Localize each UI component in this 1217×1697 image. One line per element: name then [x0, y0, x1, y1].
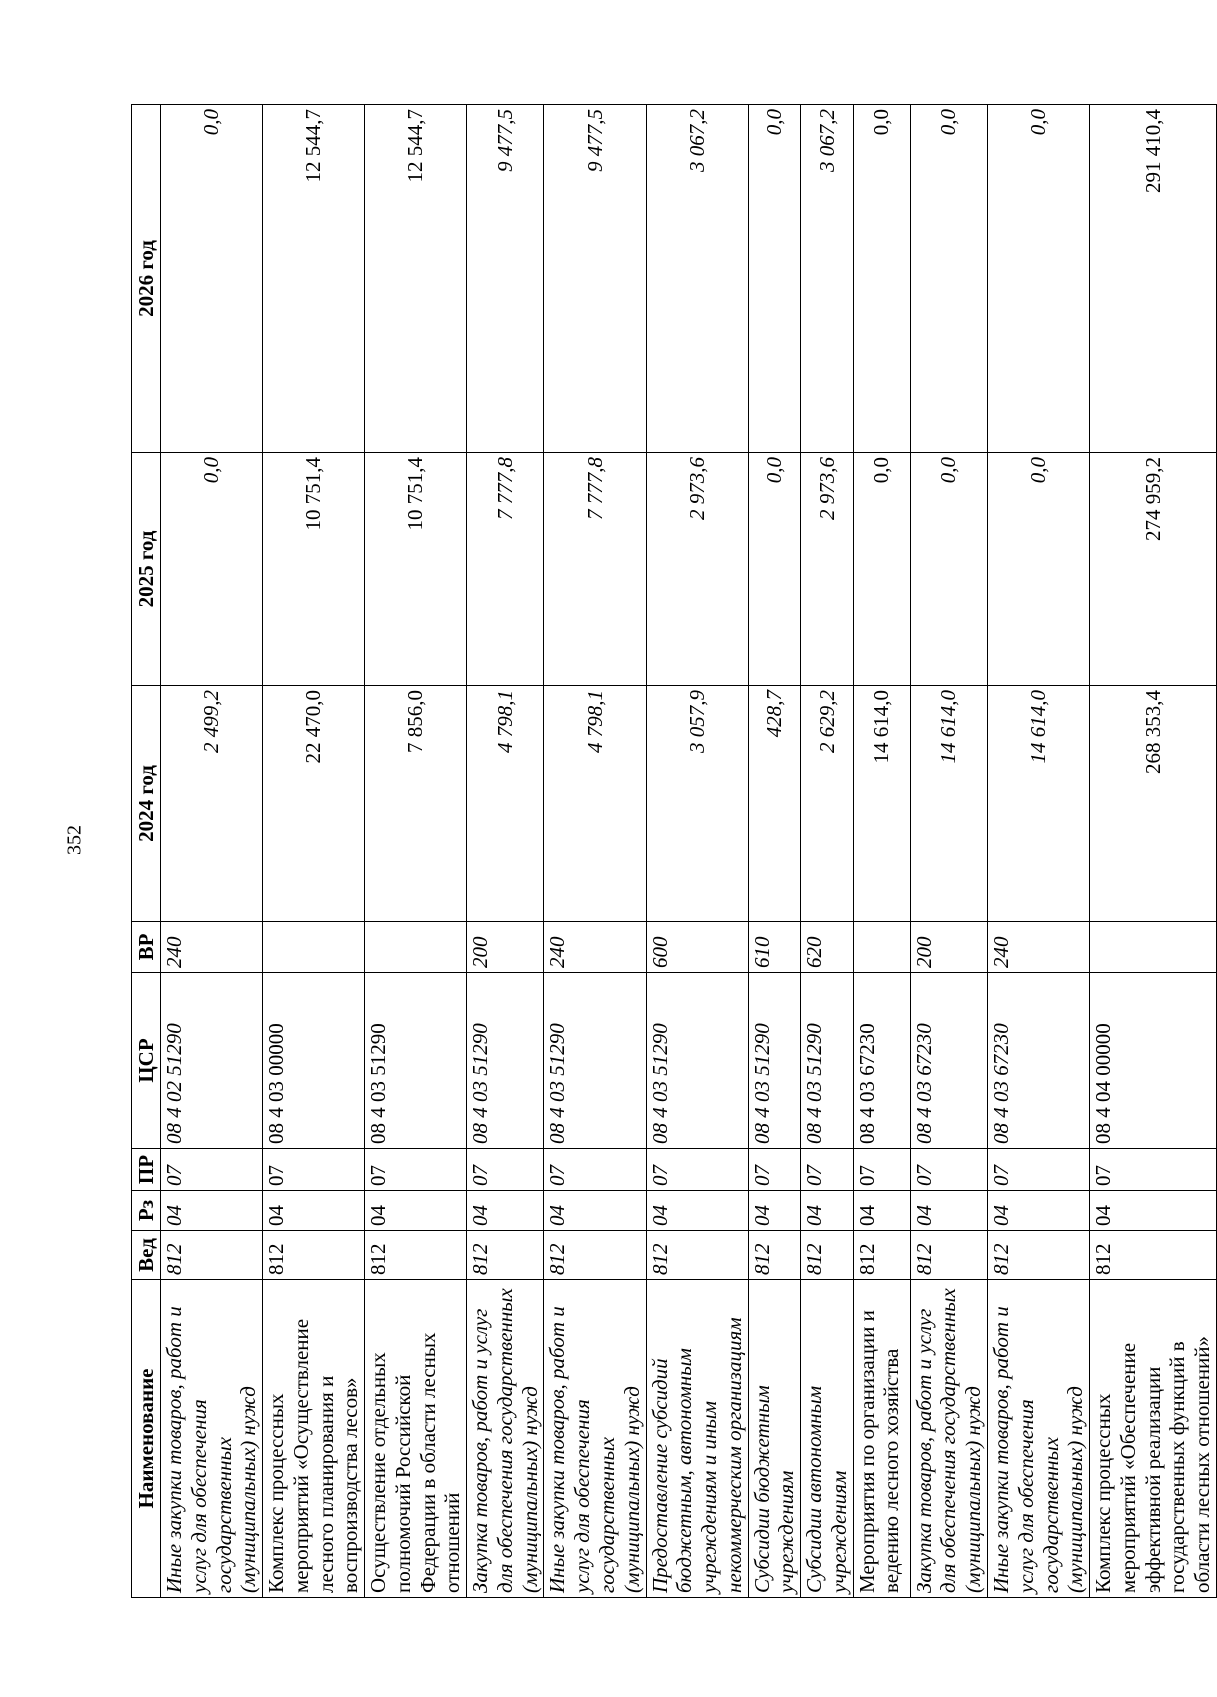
cell-vr: 240 [544, 922, 646, 973]
table-row [544, 105, 646, 1598]
cell-name: Закупка товаров, работ и услуг для обеспечения государственных (муниципальных) нужд [467, 1280, 544, 1598]
cell-rz: 04 [263, 1191, 365, 1231]
cell-2024: 14 614,0 [910, 686, 987, 922]
cell-ved: 812 [646, 1231, 748, 1280]
cell-2026: 291 410,4 [1090, 105, 1217, 453]
cell-name: Комплекс процессных мероприятий «Осуществление лесного планирования и воспроизводства лесов» [263, 1280, 365, 1598]
cell-pr: 07 [467, 1149, 544, 1191]
cell-2024: 428,7 [748, 686, 801, 922]
cell-ved: 812 [467, 1231, 544, 1280]
table-row [801, 105, 854, 1598]
cell-ved: 812 [801, 1231, 854, 1280]
cell-pr: 07 [987, 1149, 1089, 1191]
cell-pr: 07 [646, 1149, 748, 1191]
cell-csr: 08 4 02 51290 [161, 973, 263, 1149]
cell-2025: 2 973,6 [801, 453, 854, 686]
table-body [161, 105, 1217, 1598]
cell-rz: 04 [910, 1191, 987, 1231]
cell-name: Иные закупки товаров, работ и услуг для обеспечения государственных (муниципальных) нужд [987, 1280, 1089, 1598]
cell-name: Комплекс процессных мероприятий «Обеспечение эффективной реализации государственных функций в области лесных отношений» [1090, 1280, 1217, 1598]
header-vr: ВР [132, 922, 161, 973]
cell-vr: 200 [910, 922, 987, 973]
table-row [1090, 105, 1217, 1598]
cell-csr: 08 4 03 51290 [646, 973, 748, 1149]
header-2026: 2026 год [132, 105, 161, 453]
cell-2026: 9 477,5 [467, 105, 544, 453]
cell-name: Мероприятия по организации и ведению лесного хозяйства [853, 1280, 910, 1598]
table-row [467, 105, 544, 1598]
cell-2024: 14 614,0 [987, 686, 1089, 922]
cell-csr: 08 4 04 00000 [1090, 973, 1217, 1149]
cell-2025: 7 777,8 [467, 453, 544, 686]
cell-rz: 04 [646, 1191, 748, 1231]
cell-name: Субсидии автономным учреждениям [801, 1280, 854, 1598]
cell-2025: 0,0 [987, 453, 1089, 686]
cell-csr: 08 4 03 51290 [467, 973, 544, 1149]
cell-2025: 10 751,4 [263, 453, 365, 686]
cell-rz: 04 [544, 1191, 646, 1231]
cell-name: Предоставление субсидий бюджетным, автономным учреждениям и иным некоммерческим организациям [646, 1280, 748, 1598]
cell-ved: 812 [748, 1231, 801, 1280]
table-frame [131, 105, 1215, 1598]
table-row [646, 105, 748, 1598]
cell-rz: 04 [1090, 1191, 1217, 1231]
cell-ved: 812 [161, 1231, 263, 1280]
table-header [132, 105, 161, 1598]
cell-2024: 2 629,2 [801, 686, 854, 922]
page-number: 352 [63, 825, 86, 855]
cell-2024: 268 353,4 [1090, 686, 1217, 922]
cell-2025: 10 751,4 [365, 453, 467, 686]
cell-2025: 0,0 [910, 453, 987, 686]
cell-rz: 04 [853, 1191, 910, 1231]
cell-vr: 600 [646, 922, 748, 973]
cell-csr: 08 4 03 67230 [910, 973, 987, 1149]
cell-2026: 12 544,7 [365, 105, 467, 453]
cell-pr: 07 [1090, 1149, 1217, 1191]
cell-vr: 240 [987, 922, 1089, 973]
cell-2025: 2 973,6 [646, 453, 748, 686]
cell-pr: 07 [161, 1149, 263, 1191]
budget-table [131, 104, 1217, 1598]
cell-pr: 07 [365, 1149, 467, 1191]
cell-2025: 0,0 [748, 453, 801, 686]
cell-rz: 04 [801, 1191, 854, 1231]
cell-2024: 4 798,1 [467, 686, 544, 922]
cell-2026: 3 067,2 [646, 105, 748, 453]
cell-2026: 9 477,5 [544, 105, 646, 453]
header-name: Наименование [132, 1280, 161, 1598]
cell-csr: 08 4 03 51290 [365, 973, 467, 1149]
cell-name: Иные закупки товаров, работ и услуг для обеспечения государственных (муниципальных) нужд [544, 1280, 646, 1598]
rotated-table-wrapper [131, 105, 1215, 1598]
table-row [987, 105, 1089, 1598]
cell-vr: 620 [801, 922, 854, 973]
cell-ved: 812 [544, 1231, 646, 1280]
cell-ved: 812 [853, 1231, 910, 1280]
cell-2024: 3 057,9 [646, 686, 748, 922]
cell-2024: 4 798,1 [544, 686, 646, 922]
cell-pr: 07 [853, 1149, 910, 1191]
cell-csr: 08 4 03 67230 [853, 973, 910, 1149]
cell-2024: 7 856,0 [365, 686, 467, 922]
cell-csr: 08 4 03 67230 [987, 973, 1089, 1149]
cell-pr: 07 [263, 1149, 365, 1191]
cell-2026: 0,0 [748, 105, 801, 453]
header-rz: Рз [132, 1191, 161, 1231]
cell-csr: 08 4 03 51290 [801, 973, 854, 1149]
cell-pr: 07 [910, 1149, 987, 1191]
cell-name: Осуществление отдельных полномочий Российской Федерации в области лесных отношений [365, 1280, 467, 1598]
cell-ved: 812 [1090, 1231, 1217, 1280]
cell-name: Иные закупки товаров, работ и услуг для обеспечения государственных (муниципальных) нужд [161, 1280, 263, 1598]
header-2025: 2025 год [132, 453, 161, 686]
cell-csr: 08 4 03 00000 [263, 973, 365, 1149]
cell-vr [853, 922, 910, 973]
cell-name: Закупка товаров, работ и услуг для обеспечения государственных (муниципальных) нужд [910, 1280, 987, 1598]
cell-vr: 610 [748, 922, 801, 973]
cell-rz: 04 [987, 1191, 1089, 1231]
header-pr: ПР [132, 1149, 161, 1191]
cell-name: Субсидии бюджетным учреждениям [748, 1280, 801, 1598]
cell-2025: 0,0 [161, 453, 263, 686]
cell-pr: 07 [544, 1149, 646, 1191]
cell-pr: 07 [748, 1149, 801, 1191]
header-2024: 2024 год [132, 686, 161, 922]
cell-ved: 812 [987, 1231, 1089, 1280]
cell-vr: 240 [161, 922, 263, 973]
cell-2024: 2 499,2 [161, 686, 263, 922]
cell-rz: 04 [748, 1191, 801, 1231]
header-ved: Вед [132, 1231, 161, 1280]
table-row [263, 105, 365, 1598]
cell-2026: 12 544,7 [263, 105, 365, 453]
cell-vr: 200 [467, 922, 544, 973]
cell-2025: 7 777,8 [544, 453, 646, 686]
table-row [910, 105, 987, 1598]
cell-ved: 812 [365, 1231, 467, 1280]
cell-rz: 04 [365, 1191, 467, 1231]
cell-vr [1090, 922, 1217, 973]
cell-rz: 04 [161, 1191, 263, 1231]
table-row [748, 105, 801, 1598]
table-row [853, 105, 910, 1598]
cell-csr: 08 4 03 51290 [748, 973, 801, 1149]
cell-2024: 22 470,0 [263, 686, 365, 922]
table-row [161, 105, 263, 1598]
table-row [365, 105, 467, 1598]
cell-2025: 274 959,2 [1090, 453, 1217, 686]
cell-2026: 3 067,2 [801, 105, 854, 453]
header-csr: ЦСР [132, 973, 161, 1149]
cell-2024: 14 614,0 [853, 686, 910, 922]
cell-csr: 08 4 03 51290 [544, 973, 646, 1149]
cell-2026: 0,0 [161, 105, 263, 453]
cell-pr: 07 [801, 1149, 854, 1191]
cell-ved: 812 [263, 1231, 365, 1280]
cell-ved: 812 [910, 1231, 987, 1280]
cell-vr [365, 922, 467, 973]
cell-2026: 0,0 [987, 105, 1089, 453]
cell-2025: 0,0 [853, 453, 910, 686]
cell-rz: 04 [467, 1191, 544, 1231]
cell-vr [263, 922, 365, 973]
cell-2026: 0,0 [853, 105, 910, 453]
cell-2026: 0,0 [910, 105, 987, 453]
